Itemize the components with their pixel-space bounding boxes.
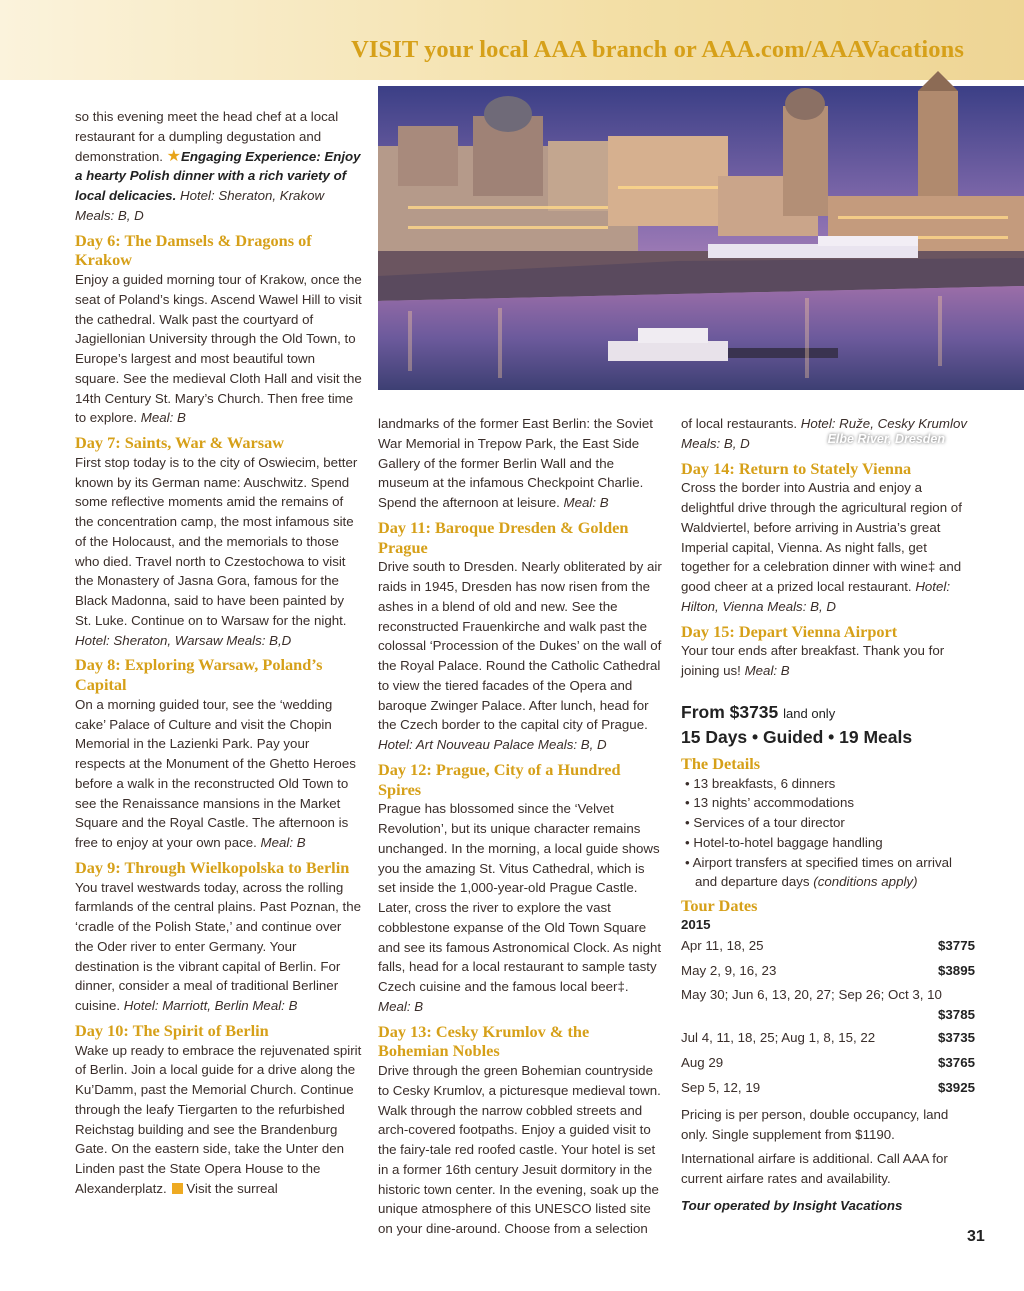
day15-title: Day 15: Depart Vienna Airport <box>681 621 898 641</box>
day14-body: Cross the border into Austria and enjoy a delightful drive through the agricultural region of Waldviertel, before arriving in Austria’s great Imperial capital, Vienna. As night falls, get together for a celebration dinner with wine‡ and good cheer at a prized local restaurant. <box>681 480 962 594</box>
pricing-note: Pricing is per person, double occupancy, land only. Single supplement from $1190. <box>681 1106 949 1142</box>
tour-summary: 15 Days • Guided • 19 Meals <box>681 726 913 747</box>
intro-paragraph <box>75 107 363 226</box>
day9-hotel: Hotel: Marriott, Berlin Meal: B <box>123 998 298 1013</box>
intro-hotel: Hotel: Sheraton, Krakow Meals: B, D <box>75 188 325 223</box>
day8-body: On a morning guided tour, see the ‘wedding cake’ Palace of Culture and visit the Chopin Memorial in the Lazienki Park. Pay your respects at the Monument of the Ghetto Heroes before a walk in the reconstructed Old Town to see the Renaissance mansions in the Market Square and the Royal Castle. The afternoon is free to enjoy at your own pace. <box>75 696 356 850</box>
square-bullet-icon <box>172 1183 183 1194</box>
date-price: $3735 <box>938 1029 975 1045</box>
berlin-meal: Meal: B <box>563 495 609 510</box>
day9-title: Day 9: Through Wielkopolska to Berlin <box>75 857 350 877</box>
day12-text <box>378 799 663 1016</box>
price-note: land only <box>783 705 836 721</box>
price-from-value: From $3735 <box>681 701 779 722</box>
day15-body: Your tour ends after breakfast. Thank you for joining us! <box>681 643 945 678</box>
experience-highlight: Engaging Experience: Enjoy a hearty Polish dinner with a rich variety of local delicacies. <box>75 148 361 203</box>
day15-meal: Meal: B <box>744 663 790 678</box>
date-list: Apr 11, 18, 25 <box>681 937 764 953</box>
day10-title: Day 10: The Spirit of Berlin <box>75 1020 269 1040</box>
day13-title: Day 13: Cesky Krumlov & the Bohemian Nobles <box>378 1021 590 1061</box>
details-list <box>681 774 975 893</box>
intro-text: so this evening meet the head chef at a local restaurant for a dumpling degustation and demonstration. <box>75 109 339 164</box>
day8-meal: Meal: B <box>260 835 306 850</box>
photo-caption: Elbe River, Dresden <box>827 432 945 446</box>
day8-title: Day 8: Exploring Warsaw, Poland’s Capital <box>75 655 323 694</box>
day14-hotel: Hotel: Hilton, Vienna Meals: B, D <box>681 579 951 614</box>
dates-table <box>681 933 975 1100</box>
details-item: • 13 nights’ accommodations <box>685 795 854 811</box>
date-list: Aug 29 <box>681 1054 724 1070</box>
day14-text <box>681 478 975 616</box>
star-icon: ★ <box>166 147 181 165</box>
date-row <box>681 933 975 958</box>
day12-title: Day 12: Prague, City of a Hundred Spires <box>378 759 621 799</box>
day9-body: You travel westwards today, across the rolling farmlands of the central plains. Past Poznan, the ‘cradle of the Polish State,’ and continue over the Oder river to enter Germany. Your destination is the vibrant capital of Berlin. For dinner, consider a meal of traditional Berliner cuisine. <box>75 879 362 1013</box>
berlin-continued: landmarks of the former East Berlin: the Soviet War Memorial in Trepow Park, the East Side Gallery of the former Berlin Wall and the museum at the infamous Checkpoint Charlie. Spend the afternoon at leisure. <box>378 416 653 510</box>
details-item <box>681 853 975 893</box>
col3-intro <box>681 414 975 454</box>
day7-title: Day 7: Saints, War & Warsaw <box>75 433 284 452</box>
date-price: $3925 <box>938 1079 975 1095</box>
header-banner <box>0 0 1024 80</box>
day11-hotel: Hotel: Art Nouveau Palace Meals: B, D <box>378 737 607 752</box>
day15-text <box>681 641 975 681</box>
tour-dates-title: Tour Dates <box>681 896 758 915</box>
details-item: • Hotel-to-hotel baggage handling <box>685 834 883 850</box>
date-price: $3765 <box>938 1054 975 1070</box>
tour-year: 2015 <box>681 916 711 932</box>
date-list: May 30; Jun 6, 13, 20, 27; Sep 26; Oct 3, 10 <box>681 986 942 1002</box>
column-middle <box>378 414 663 1239</box>
details-item-text: • Airport transfers at specified times on arrival and departure days <box>685 854 953 890</box>
date-price: $3775 <box>938 937 975 953</box>
airfare-note: International airfare is additional. Call AAA for current airfare rates and availability. <box>681 1151 948 1186</box>
day6-body: Enjoy a guided morning tour of Krakow, once the seat of Poland’s kings. Ascend Wawel Hill to visit the cathedral. Walk past the courtyard of Jagiellonian University through the Old Town, to Europe’s largest and most beautiful town square. See the medieval Cloth Hall and visit the 14th Century St. Mary’s Church. Then free time to explore. <box>75 272 362 426</box>
date-list: Sep 5, 12, 19 <box>681 1079 761 1095</box>
day7-text <box>75 453 363 651</box>
date-price: $3785 <box>938 1006 975 1022</box>
day8-text <box>75 695 363 853</box>
krumlov-hotel: Hotel: Ruže, Cesky Krumlov Meals: B, D <box>681 416 967 451</box>
day10-continued: Visit the surreal <box>186 1180 278 1196</box>
day13-text: Drive through the green Bohemian countryside to Cesky Krumlov, a picturesque medieval town. Walk through the narrow cobbled streets and arch-covered footpaths. Enjoy a guided visit to the fairy-tale red roofed castle. Your hotel is set in a former 16th century Jesuit dormitory in the historic town center. In the evening, soak up the unique atmosphere of this UNESCO listed site on your dine-around. Choose from a selection <box>378 1063 661 1236</box>
tour-operator: Tour operated by Insight Vacations <box>681 1197 903 1213</box>
details-item: • 13 breakfasts, 6 dinners <box>685 775 836 791</box>
day10-text <box>75 1041 363 1199</box>
date-list: May 2, 9, 16, 23 <box>681 962 777 978</box>
conditions-note: (conditions apply) <box>813 874 918 890</box>
day11-text <box>378 557 663 755</box>
day14-title: Day 14: Return to Stately Vienna <box>681 458 912 478</box>
col2-intro <box>378 414 663 513</box>
column-right <box>681 414 975 1216</box>
date-row <box>681 1050 975 1075</box>
day9-text <box>75 878 363 1016</box>
day10-body: Wake up ready to embrace the rejuvenated spirit of Berlin. Join a local guide for a drive along the Ku’Damm, past the Memorial Church. Continue through the leafy Tiergarten to the refurbished Reichstag building and see the Brandenburg Gate. On the eastern side, take the Unter den Linden past the State Opera House to the Alexanderplatz. <box>75 1042 362 1196</box>
date-row <box>681 985 975 1025</box>
day6-meal: Meal: B <box>140 410 186 426</box>
date-row <box>681 958 975 983</box>
price-from <box>681 701 975 725</box>
date-row <box>681 1075 975 1100</box>
page-number: 31 <box>967 1228 985 1245</box>
photo-illustration <box>378 86 1024 390</box>
day11-body: Drive south to Dresden. Nearly obliterated by air raids in 1945, Dresden has now risen from the ashes in a blend of old and new. See the reconstructed Frauenkirche and walk past the colossal ‘Procession of the Dukes’ on the wall of the Royal Palace. Round the Catholic Cathedral to view the tiered facades of the Opera and baroque Zwinger Palace. After lunch, head for the Czech border to the capital city of Prague. <box>378 559 662 733</box>
date-price: $3895 <box>938 962 975 978</box>
day11-title: Day 11: Baroque Dresden & Golden Prague <box>378 517 629 557</box>
day6-text <box>75 270 363 428</box>
details-item: • Services of a tour director <box>685 815 845 830</box>
date-list: Jul 4, 11, 18, 25; Aug 1, 8, 15, 22 <box>681 1029 876 1045</box>
krumlov-continued: of local restaurants. <box>681 416 801 431</box>
day7-hotel: Hotel: Sheraton, Warsaw Meals: B,D <box>75 632 292 648</box>
day12-meal: Meal: B <box>378 998 424 1014</box>
date-row <box>681 1025 975 1050</box>
banner-title[interactable]: VISIT your local AAA branch or AAA.com/AAAVacations <box>351 36 964 63</box>
details-title: The Details <box>681 753 761 773</box>
day7-body: First stop today is to the city of Oswiecim, better known by its German name: Auschwitz. Spend some reflective moments amid the remains of the concentration camp, the most infamous site of the Holocaust, and the memorials to those who died. Travel north to Czestochowa to visit the Monastery of Jasna Gora, famous for the Black Madonna, said to have been painted by St. Luke. Continue on to Warsaw for the night. <box>75 454 358 628</box>
column-left <box>75 107 363 1199</box>
day12-body: Prague has blossomed since the ‘Velvet Revolution’, but its unique character remains unchanged. In the morning, a local guide shows you the amazing St. Vitus Cathedral, which is set inside the 1,000-year-old Prague Castle. Later, cross the river to explore the vast cobblestone expanse of the Old Town Square and see its famous Astronomical Clock. As night falls, head for a local restaurant to sample tasty Czech cuisine and the famous local beer‡. <box>378 801 662 994</box>
day6-title: Day 6: The Damsels & Dragons of Krakow <box>75 230 312 270</box>
